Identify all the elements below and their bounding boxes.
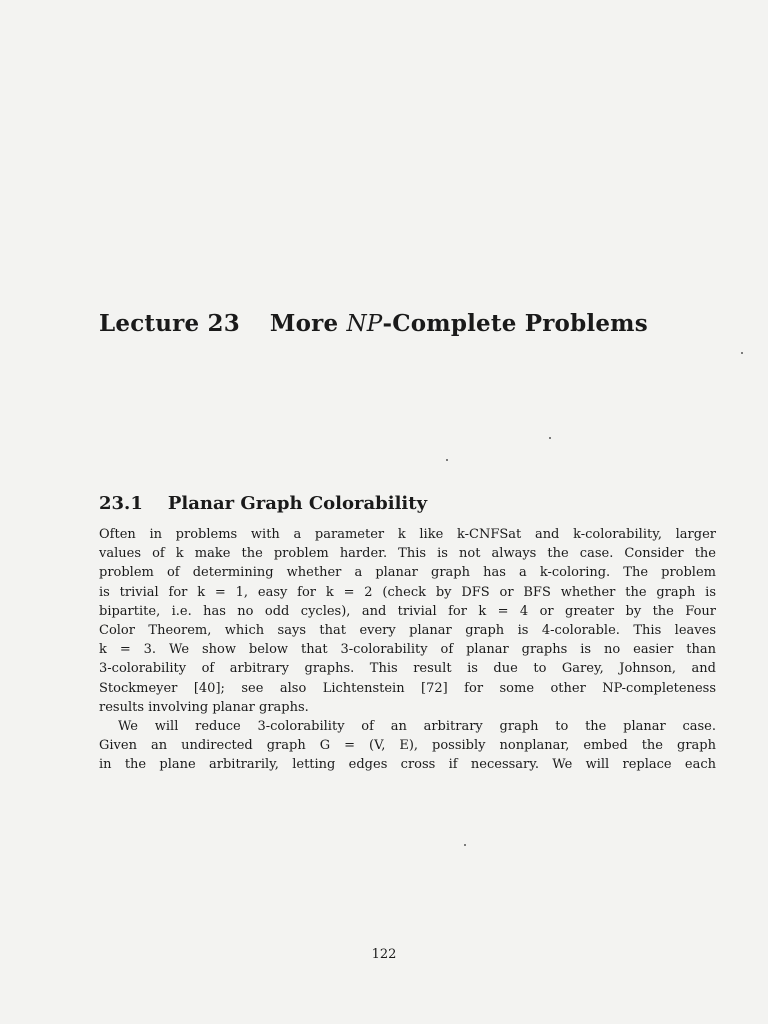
body-line: Color Theorem, which says that every planar graph is 4-colorable. This leaves [99,622,716,638]
body-line: problem of determining whether a planar graph has a k-coloring. The problem [99,565,716,581]
chapter-title [99,306,739,342]
body-line: Often in problems with a parameter k like k-CNFSat and k-colorability, larger [99,527,716,542]
body-line: 3-colorability of arbitrary graphs. This result is due to Garey, Johnson, and [99,661,716,677]
body-line: values of k make the problem harder. This is not always the case. Consider the [99,546,716,562]
body-line: is trivial for k = 1, easy for k = 2 (check by DFS or BFS whether the graph is [99,584,716,600]
scan-speck [549,437,551,439]
page-number: 122 [371,947,397,962]
body-line: k = 3. We show below that 3-colorability of planar graphs is no easier than [99,642,716,658]
chapter-title-np: NP [346,311,383,337]
section-title [99,490,427,518]
body-line: Stockmeyer [40]; see also Lichtenstein [72] for some other NP-completeness [99,680,716,696]
scan-speck [446,459,448,461]
body-line: Given an undirected graph G = (V, E), possibly nonplanar, embed the graph [99,738,716,754]
chapter-number: Lecture 23 [99,310,240,337]
scan-speck [741,352,743,354]
chapter-title-prefix: More [269,310,347,337]
body-paragraphs [99,525,716,774]
section-title-text: Planar Graph Colorability [167,493,428,514]
chapter-title-suffix: -Complete Problems [382,310,648,337]
body-line: We will reduce 3-colorability of an arbitrary graph to the planar case. [118,718,716,734]
body-line: in the plane arbitrarily, letting edges cross if necessary. We will replace each [99,757,716,773]
body-line: bipartite, i.e. has no odd cycles), and trivial for k = 4 or greater by the Four [99,603,716,619]
scan-speck [464,844,466,846]
section-number: 23.1 [99,493,143,514]
body-line: results involving planar graphs. [99,699,309,715]
